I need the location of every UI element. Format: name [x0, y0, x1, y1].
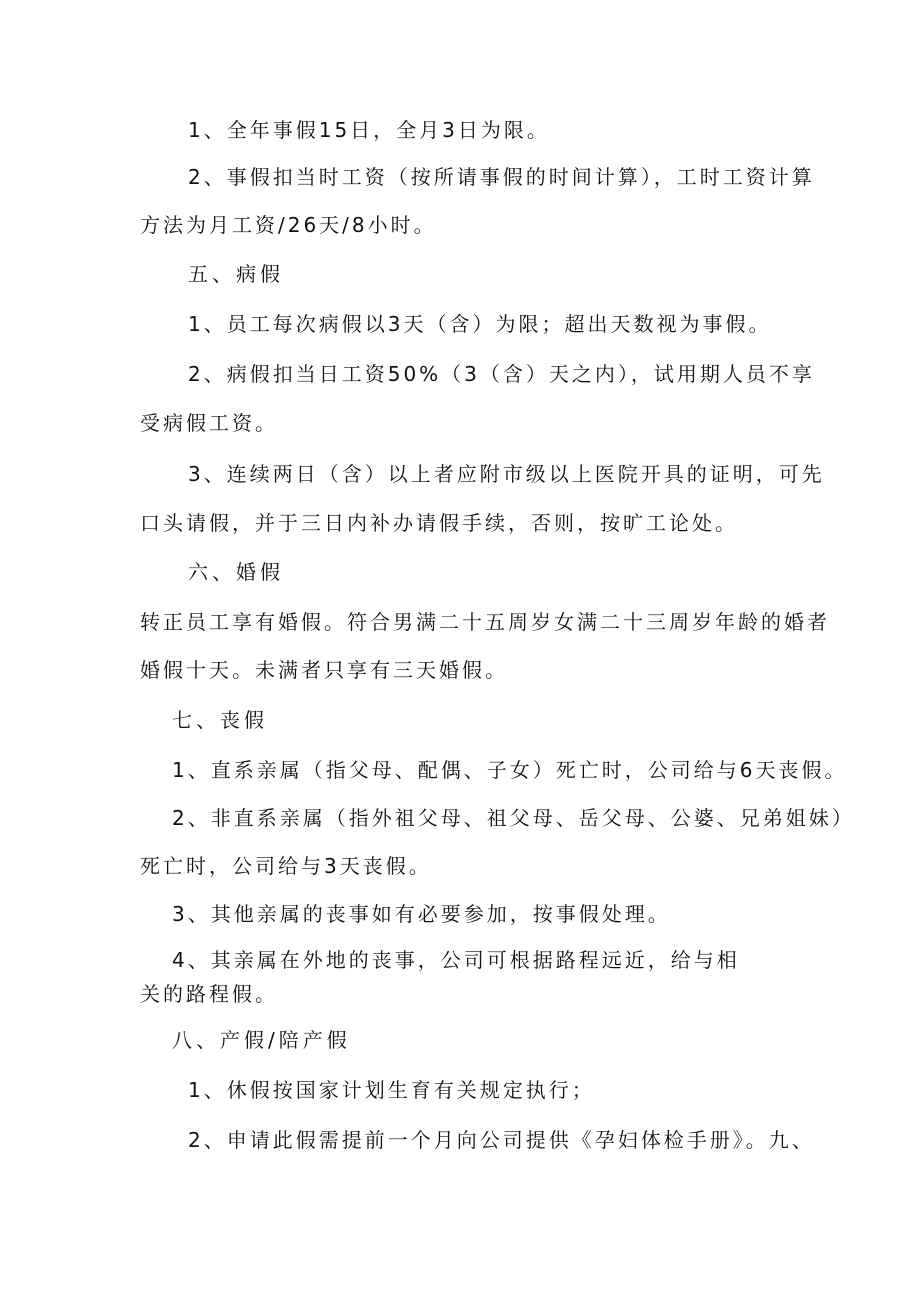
paragraph-bereavement-leave-2: 2、非直系亲属（指外祖父母、祖父母、岳父母、公婆、兄弟姐妹） [172, 806, 855, 830]
paragraph-marriage-leave-cont: 婚假十天。未满者只享有三天婚假。 [140, 658, 508, 682]
paragraph-bereavement-leave-2-cont: 死亡时，公司给与3天丧假。 [140, 854, 432, 878]
heading-bereavement-leave: 七、丧假 [172, 708, 268, 732]
paragraph-sick-leave-3: 3、连续两日（含）以上者应附市级以上医院开具的证明，可先 [188, 462, 825, 486]
paragraph-sick-leave-1: 1、员工每次病假以3天（含）为限；超出天数视为事假。 [188, 312, 772, 336]
paragraph-maternity-leave-1: 1、休假按国家计划生育有关规定执行； [188, 1078, 595, 1102]
paragraph-maternity-leave-2: 2、申请此假需提前一个月向公司提供《孕妇体检手册》。九、 [188, 1128, 815, 1152]
heading-maternity-leave: 八、产假/陪产假 [172, 1028, 351, 1052]
paragraph-sick-leave-3-cont: 口头请假，并于三日内补办请假手续，否则，按旷工论处。 [140, 511, 738, 535]
paragraph-bereavement-leave-4-cont: 关的路程假。 [140, 982, 278, 1006]
paragraph-bereavement-leave-1: 1、直系亲属（指父母、配偶、子女）死亡时，公司给与6天丧假。 [172, 758, 848, 782]
paragraph-marriage-leave: 转正员工享有婚假。符合男满二十五周岁女满二十三周岁年龄的婚者 [140, 610, 830, 634]
paragraph-personal-leave-2: 2、事假扣当时工资（按所请事假的时间计算），工时工资计算 [188, 165, 815, 189]
paragraph-personal-leave-1: 1、全年事假15日，全月3日为限。 [188, 118, 550, 142]
paragraph-bereavement-leave-3: 3、其他亲属的丧事如有必要参加，按事假处理。 [172, 902, 671, 926]
paragraph-bereavement-leave-4: 4、其亲属在外地的丧事，公司可根据路程远近，给与相 [172, 948, 740, 972]
paragraph-sick-leave-2-cont: 受病假工资。 [140, 411, 278, 435]
heading-marriage-leave: 六、婚假 [188, 560, 284, 584]
heading-sick-leave: 五、病假 [188, 262, 284, 286]
paragraph-sick-leave-2: 2、病假扣当日工资50%（3（含）天之内），试用期人员不享 [188, 362, 815, 386]
paragraph-personal-leave-2-cont: 方法为月工资/26天/8小时。 [140, 213, 437, 237]
